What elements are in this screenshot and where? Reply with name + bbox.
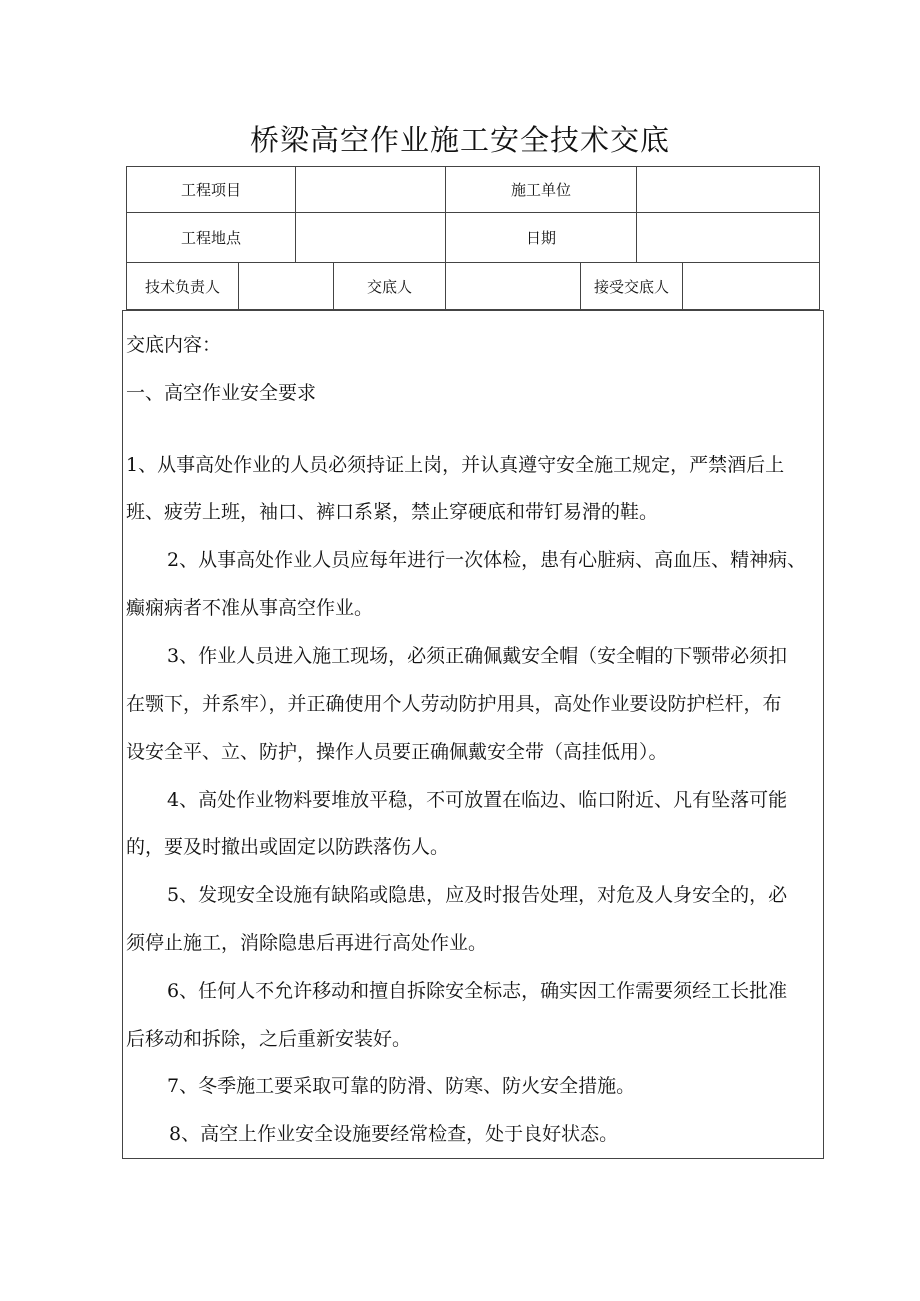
- briefer-value[interactable]: [446, 263, 581, 310]
- tech-lead-value[interactable]: [239, 263, 334, 310]
- content-line: 3、作业人员进入施工现场，必须正确佩戴安全帽（安全帽的下颚带必须扣: [167, 645, 788, 667]
- content-line: 6、任何人不允许移动和擅自拆除安全标志，确实因工作需要须经工长批准: [167, 980, 788, 1002]
- content-line: 癫痫病者不准从事高空作业。: [126, 597, 374, 619]
- header-row-location: [127, 213, 819, 263]
- content-line: 8、高空上作业安全设施要经常检查，处于良好状态。: [169, 1123, 619, 1145]
- content-line: 2、从事高处作业人员应每年进行一次体检，患有心脏病、高血压、精神病、: [167, 549, 807, 571]
- content-line: 1、从事高处作业的人员必须持证上岗，并认真遵守安全施工规定，严禁酒后上: [126, 454, 785, 476]
- content-line: 设安全平、立、防护，操作人员要正确佩戴安全带（高挂低用）。: [126, 741, 668, 763]
- receiver-value[interactable]: [683, 263, 820, 310]
- content-line: 4、高处作业物料要堆放平稳，不可放置在临边、临口附近、凡有坠落可能: [167, 789, 788, 811]
- date-label: 日期: [446, 213, 637, 262]
- content-box: [122, 310, 824, 1159]
- section-heading: 一、高空作业安全要求: [126, 382, 317, 404]
- tech-lead-label: 技术负责人: [127, 263, 239, 310]
- unit-value[interactable]: [637, 167, 820, 212]
- project-value[interactable]: [296, 167, 446, 212]
- unit-label: 施工单位: [446, 167, 637, 212]
- content-line: 的，要及时撤出或固定以防跌落伤人。: [126, 836, 450, 858]
- content-label: 交底内容：: [126, 334, 222, 356]
- location-label: 工程地点: [127, 213, 296, 262]
- receiver-label: 接受交底人: [581, 263, 683, 310]
- header-row-project: [127, 167, 819, 213]
- briefer-label: 交底人: [334, 263, 446, 310]
- header-row-people: [127, 263, 819, 310]
- content-line: 5、发现安全设施有缺陷或隐患，应及时报告处理，对危及人身安全的，必: [167, 884, 788, 906]
- content-line: 班、疲劳上班，袖口、裤口系紧，禁止穿硬底和带钉易滑的鞋。: [126, 501, 659, 523]
- project-label: 工程项目: [127, 167, 296, 212]
- content-line: 在颚下，并系牢），并正确使用个人劳动防护用具，高处作业要设防护栏杆，布: [126, 693, 782, 715]
- header-table: [126, 166, 820, 310]
- content-line: 7、冬季施工要采取可靠的防滑、防寒、防火安全措施。: [167, 1075, 636, 1097]
- date-value[interactable]: [637, 213, 820, 262]
- content-line: 须停止施工，消除隐患后再进行高处作业。: [126, 932, 488, 954]
- document-title: 桥梁高空作业施工安全技术交底: [249, 123, 670, 157]
- content-line: 后移动和拆除，之后重新安装好。: [126, 1028, 412, 1050]
- location-value[interactable]: [296, 213, 446, 262]
